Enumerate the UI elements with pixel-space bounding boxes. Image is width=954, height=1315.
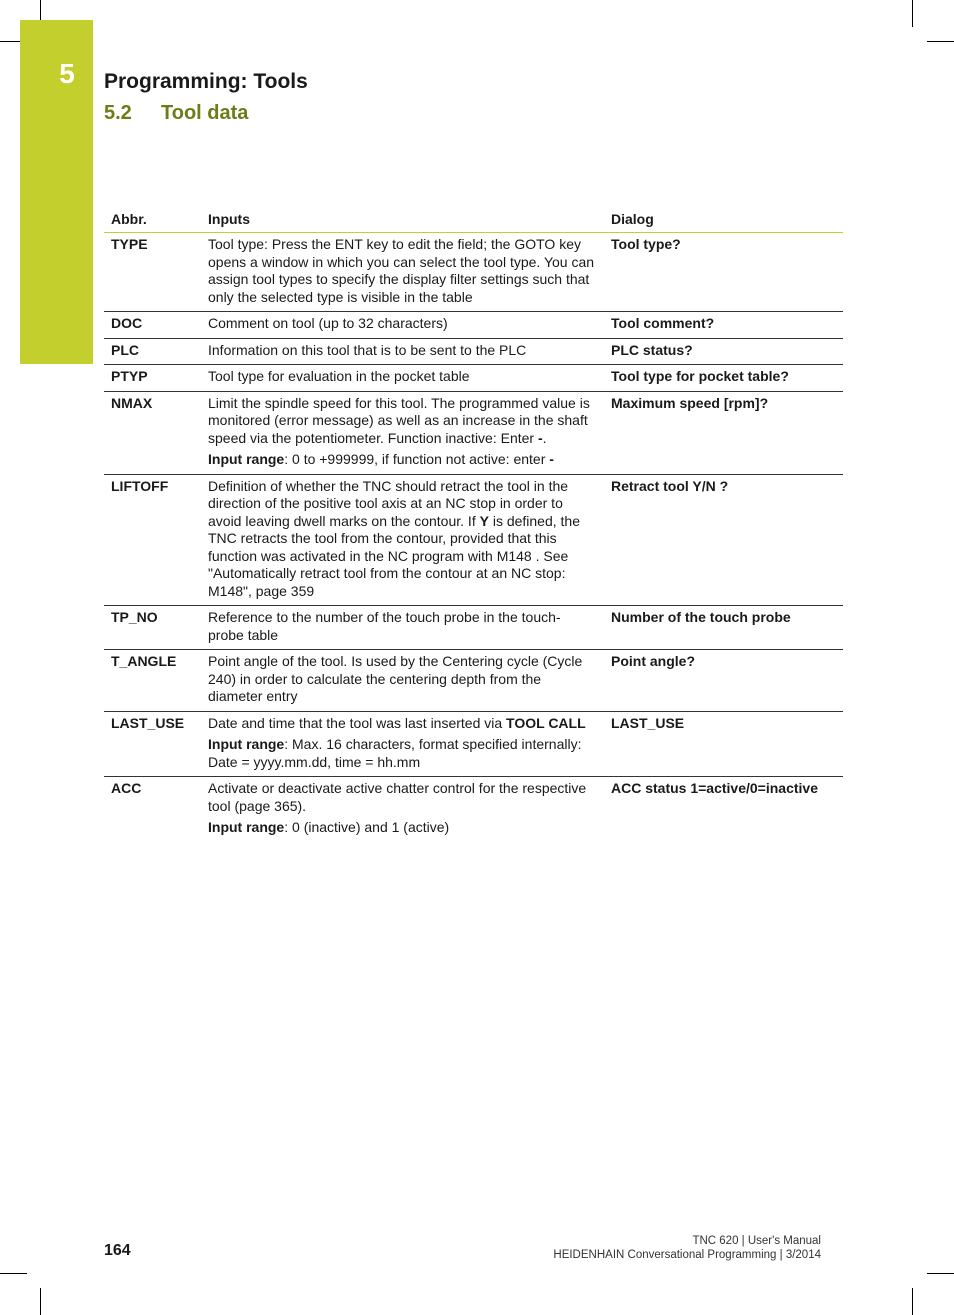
table-row <box>104 475 843 607</box>
inputs-cell <box>208 475 604 606</box>
inputs-cell <box>208 606 604 649</box>
header-dialog: Dialog <box>611 211 654 227</box>
inputs-text-a: Definition of whether the TNC should retract the tool in the direction of the positive tool axis at an NC stop in order to avoid leaving dwell marks on the contour. If <box>208 477 569 529</box>
abbr-cell: LAST_USE <box>111 714 185 731</box>
abbr-cell: ACC <box>111 780 142 796</box>
inputs-text-main: Date and time that the tool was last inserted via <box>208 714 507 731</box>
inputs-cell <box>208 650 604 711</box>
abbr-cell: LIFTOFF <box>111 477 169 494</box>
inputs-cell <box>208 339 604 365</box>
crop-mark <box>40 1288 41 1315</box>
inputs-cell <box>208 233 604 311</box>
dialog-cell: Tool type for pocket table? <box>611 368 789 384</box>
crop-mark <box>912 1288 913 1315</box>
input-range-bold: - <box>549 451 554 467</box>
input-range-label: Input range <box>208 819 285 835</box>
inputs-text <box>208 478 596 601</box>
inputs-text: Reference to the number of the touch probe in the touch-probe table <box>208 609 561 643</box>
footer-info <box>553 1234 821 1262</box>
input-range-text <box>208 736 596 771</box>
inputs-text-bold: - <box>537 429 543 446</box>
dialog-cell: Retract tool Y/N ? <box>611 477 729 494</box>
abbr-cell: PLC <box>111 341 139 358</box>
crop-mark <box>927 1273 954 1274</box>
table-row <box>104 777 843 842</box>
inputs-text: Activate or deactivate active chatter control for the respective tool (page 365). <box>208 780 587 814</box>
footer-line-2: HEIDENHAIN Conversational Programming | 3/2014 <box>553 1249 821 1261</box>
crop-mark <box>927 41 954 42</box>
table-row <box>104 606 843 650</box>
table-row <box>104 650 843 712</box>
abbr-cell: PTYP <box>111 368 148 384</box>
header-inputs: Inputs <box>208 211 250 227</box>
input-range-label: Input range <box>208 451 285 467</box>
input-range-value: : 0 (inactive) and 1 (active) <box>284 819 450 835</box>
footer-line-1: TNC 620 | User's Manual <box>692 1235 821 1247</box>
inputs-text-end: . <box>542 429 547 446</box>
table-row <box>104 392 843 475</box>
inputs-text-bold: Y <box>479 512 489 529</box>
inputs-text: Information on this tool that is to be sent to the PLC <box>208 341 527 358</box>
inputs-cell <box>208 312 604 338</box>
section-title: Tool data <box>161 102 249 124</box>
abbr-cell: T_ANGLE <box>111 653 177 669</box>
dialog-cell: ACC status 1=active/0=inactive <box>611 780 818 796</box>
abbr-cell: TP_NO <box>111 609 158 625</box>
tool-data-table <box>104 208 843 842</box>
inputs-cell <box>208 777 604 842</box>
dialog-cell: Tool comment? <box>611 315 715 331</box>
input-range-value: : 0 to +999999, if function not active: enter <box>284 451 550 467</box>
header-abbr: Abbr. <box>111 211 147 227</box>
table-row <box>104 365 843 392</box>
inputs-cell <box>208 392 604 474</box>
table-row <box>104 312 843 339</box>
dialog-cell: PLC status? <box>611 341 693 358</box>
inputs-text: Comment on tool (up to 32 characters) <box>208 315 448 331</box>
input-range-label: Input range <box>208 736 285 752</box>
input-range-text <box>208 819 596 837</box>
inputs-text-b: is defined, the TNC retracts the tool from the contour, provided that this function was activated in the NC program with M148 . See "Automatically retract tool from the contour at an NC stop: M148", page 359 <box>208 512 580 599</box>
inputs-cell <box>208 712 604 777</box>
chapter-number: 5 <box>59 58 75 89</box>
table-row <box>104 233 843 312</box>
table-row <box>104 712 843 778</box>
dialog-cell: Tool type? <box>611 236 681 252</box>
abbr-cell: TYPE <box>111 236 148 252</box>
inputs-text: Tool type for evaluation in the pocket table <box>208 368 470 384</box>
inputs-text: Tool type: Press the ENT key to edit the field; the GOTO key opens a window in which you can select the tool type. You can assign tool types to specify the display filter settings such that only the selected type is visible in the table <box>208 236 595 305</box>
crop-mark <box>912 0 913 27</box>
inputs-text-main: Limit the spindle speed for this tool. The programmed value is monitored (error message) as well as an increase in the shaft speed via the potentiometer. Function inactive: Enter <box>208 394 590 446</box>
page-number: 164 <box>104 1242 131 1259</box>
inputs-cell <box>208 365 604 391</box>
dialog-cell: Number of the touch probe <box>611 609 791 625</box>
inputs-text: Point angle of the tool. Is used by the Centering cycle (Cycle 240) in order to calculate the centering depth from the diameter entry <box>208 653 583 704</box>
chapter-title: Programming: Tools <box>104 70 308 93</box>
dialog-cell: LAST_USE <box>611 714 685 731</box>
input-range-value: : Max. 16 characters, format specified internally: Date = yyyy.mm.dd, time = hh.mm <box>208 736 582 770</box>
inputs-text-bold: TOOL CALL <box>506 714 586 731</box>
section-number: 5.2 <box>104 102 132 124</box>
dialog-cell: Maximum speed [rpm]? <box>611 394 769 411</box>
table-header <box>104 208 843 233</box>
crop-mark <box>0 1273 27 1274</box>
abbr-cell: NMAX <box>111 394 153 411</box>
inputs-text <box>208 715 596 733</box>
dialog-cell: Point angle? <box>611 653 695 669</box>
inputs-text <box>208 395 596 448</box>
abbr-cell: DOC <box>111 315 143 331</box>
table-row <box>104 339 843 366</box>
input-range-text <box>208 451 596 469</box>
